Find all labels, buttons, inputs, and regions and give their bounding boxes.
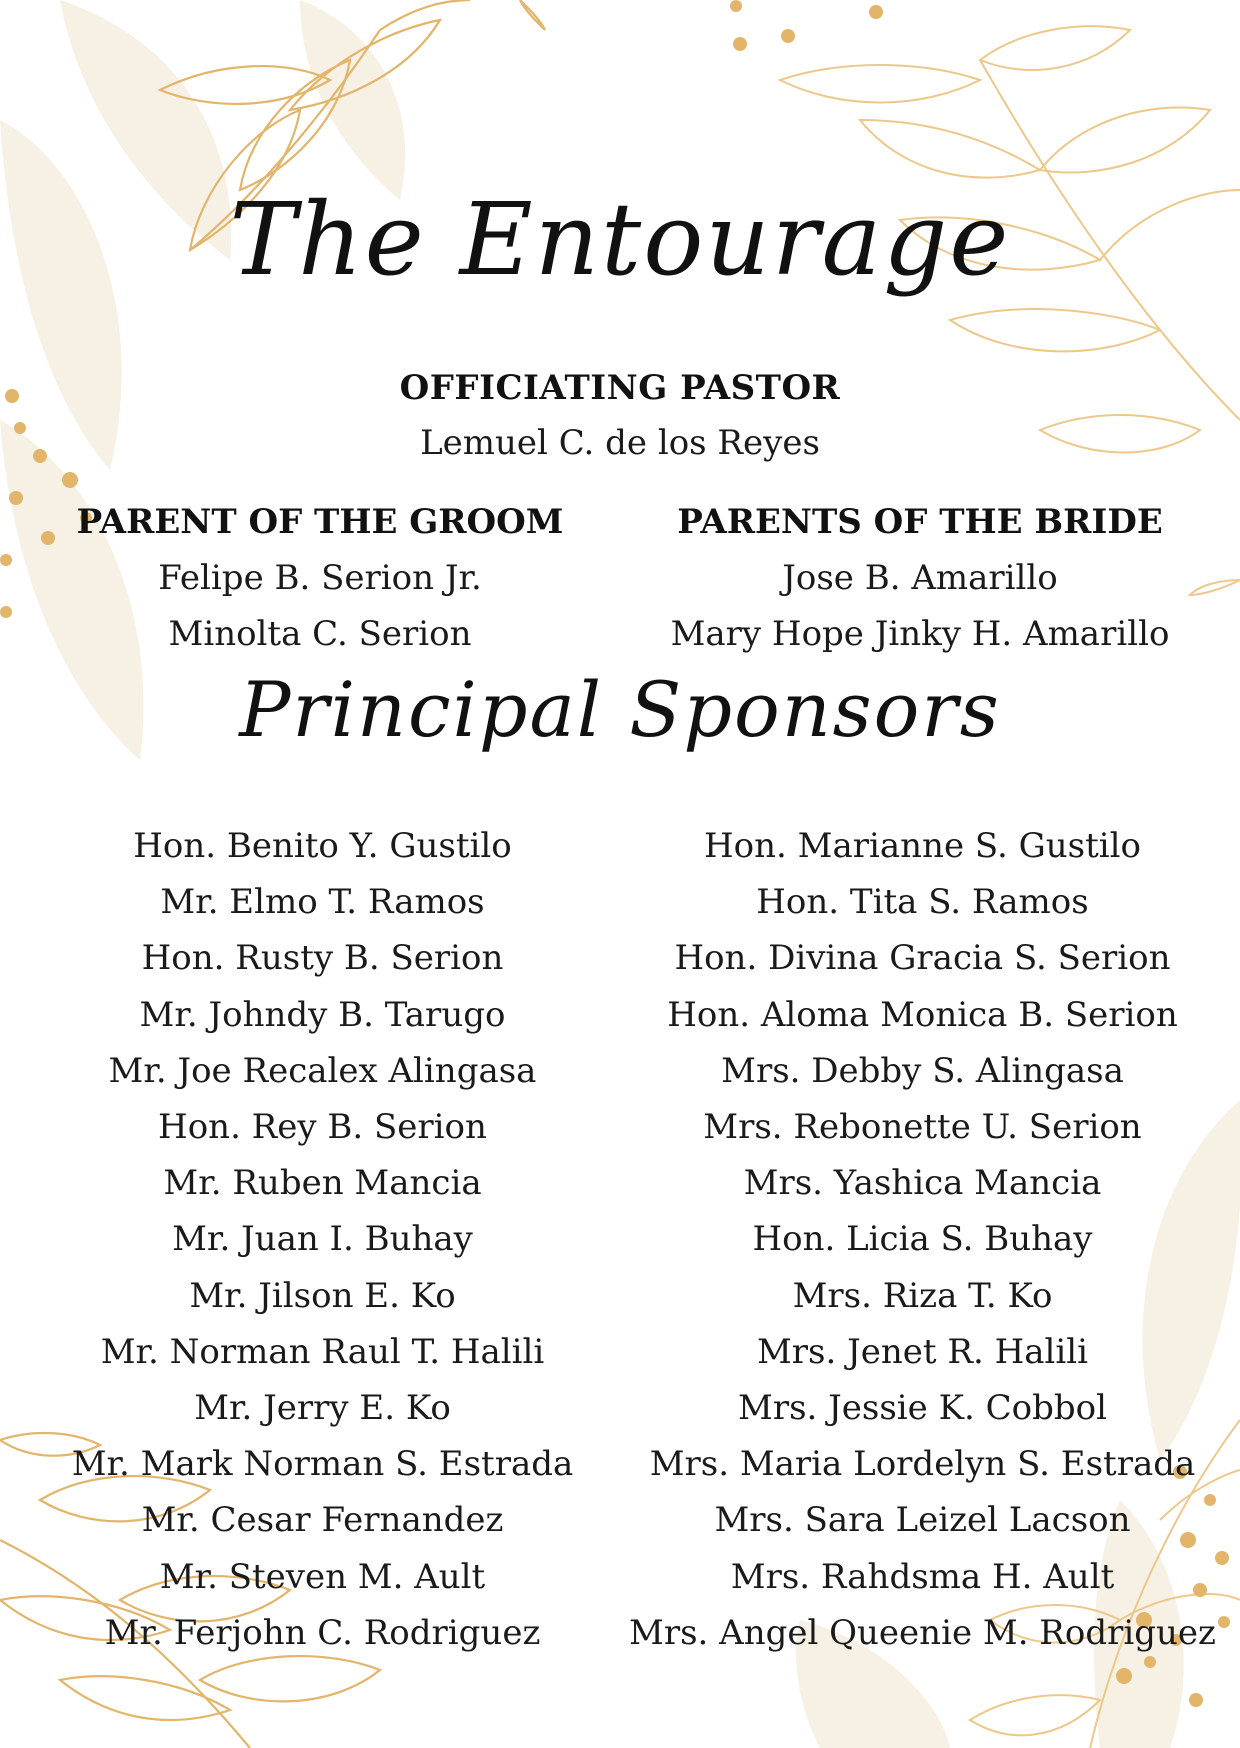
sponsor-name: Mr. Elmo T. Ramos bbox=[160, 882, 485, 923]
sponsor-name: Mrs. Yashica Mancia bbox=[743, 1163, 1102, 1204]
groom-parent-name: Felipe B. Serion Jr. bbox=[158, 558, 482, 598]
groom-parents-heading: PARENT OF THE GROOM bbox=[76, 502, 564, 542]
sponsor-name: Mrs. Rebonette U. Serion bbox=[703, 1107, 1142, 1148]
sponsor-name: Mr. Jilson E. Ko bbox=[189, 1275, 456, 1316]
groom-parents-section bbox=[60, 500, 580, 656]
sponsor-name: Hon. Licia S. Buhay bbox=[752, 1219, 1093, 1260]
sponsor-name: Hon. Marianne S. Gustilo bbox=[704, 826, 1141, 866]
sponsor-name: Mr. Norman Raul T. Halili bbox=[100, 1331, 545, 1372]
sponsors-list-right bbox=[625, 818, 1220, 1661]
sponsor-name: Mrs. Jenet R. Halili bbox=[756, 1331, 1088, 1372]
bride-parent-name: Mary Hope Jinky H. Amarillo bbox=[670, 614, 1170, 654]
bride-parents-section bbox=[640, 500, 1200, 656]
sponsor-name: Hon. Benito Y. Gustilo bbox=[133, 826, 512, 866]
sponsor-name: Mr. Johndy B. Tarugo bbox=[139, 994, 506, 1035]
sponsor-name: Mrs. Jessie K. Cobbol bbox=[738, 1388, 1107, 1429]
officiating-pastor-heading: OFFICIATING PASTOR bbox=[399, 368, 841, 408]
sponsor-name: Mr. Jerry E. Ko bbox=[194, 1388, 451, 1429]
sponsor-name: Hon. Tita S. Ramos bbox=[756, 882, 1089, 923]
sponsor-name: Hon. Rusty B. Serion bbox=[141, 938, 504, 979]
groom-parent-name: Minolta C. Serion bbox=[168, 614, 472, 654]
sponsor-name: Mr. Ruben Mancia bbox=[163, 1163, 482, 1204]
sponsor-name: Hon. Rey B. Serion bbox=[158, 1107, 487, 1148]
sponsor-name: Mr. Joe Recalex Alingasa bbox=[108, 1050, 537, 1091]
sponsors-list-left bbox=[60, 818, 585, 1661]
officiating-pastor-name: Lemuel C. de los Reyes bbox=[420, 423, 820, 463]
sponsor-name: Hon. Aloma Monica B. Serion bbox=[667, 994, 1178, 1035]
sponsors-title: Principal Sponsors bbox=[239, 665, 1001, 754]
sponsor-name: Mrs. Rahdsma H. Ault bbox=[730, 1556, 1115, 1597]
sponsor-name: Mr. Ferjohn C. Rodriguez bbox=[104, 1612, 541, 1653]
sponsor-name: Hon. Divina Gracia S. Serion bbox=[674, 938, 1171, 979]
sponsor-name: Mr. Juan I. Buhay bbox=[172, 1219, 473, 1260]
bride-parent-name: Jose B. Amarillo bbox=[782, 558, 1058, 598]
sponsor-name: Mrs. Angel Queenie M. Rodriguez bbox=[629, 1612, 1216, 1653]
sponsor-name: Mrs. Riza T. Ko bbox=[792, 1275, 1053, 1316]
sponsor-name: Mrs. Sara Leizel Lacson bbox=[714, 1500, 1131, 1541]
sponsor-name: Mrs. Debby S. Alingasa bbox=[721, 1050, 1124, 1091]
sponsor-name: Mrs. Maria Lordelyn S. Estrada bbox=[649, 1444, 1196, 1485]
sponsor-name: Mr. Steven M. Ault bbox=[159, 1556, 486, 1597]
page-title: The Entourage bbox=[229, 181, 1011, 298]
sponsor-name: Mr. Mark Norman S. Estrada bbox=[71, 1444, 574, 1485]
sponsor-name: Mr. Cesar Fernandez bbox=[141, 1500, 504, 1541]
bride-parents-heading: PARENTS OF THE BRIDE bbox=[677, 502, 1163, 542]
